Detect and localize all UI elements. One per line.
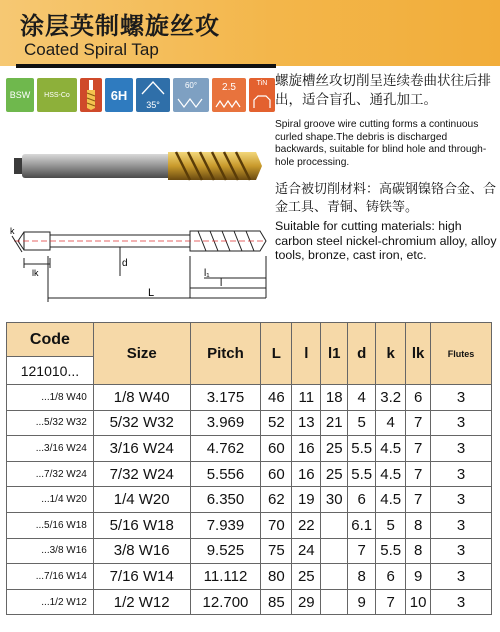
col-header-size: Size (93, 323, 190, 385)
table-row (7, 436, 492, 462)
header-underline (16, 64, 276, 68)
cell-lk: 7 (406, 436, 431, 462)
cell-d: 9 (348, 589, 376, 615)
chamfer-2-5-icon (212, 78, 246, 112)
cell-k: 4.5 (376, 487, 406, 513)
thread-angle-60-icon (173, 78, 209, 112)
table-row (7, 589, 492, 615)
spec-table (6, 322, 492, 615)
cell-lk: 7 (406, 410, 431, 436)
cell-flutes: 3 (431, 512, 492, 538)
dim-label-k: k (10, 226, 15, 236)
cell-code: ...1/2 W12 (7, 589, 94, 615)
cell-l1: 18 (321, 385, 348, 411)
cell-code: ...1/4 W20 (7, 487, 94, 513)
dim-label-d: d (122, 258, 128, 269)
cell-d: 5 (348, 410, 376, 436)
col-header-flutes: Flutes (431, 323, 492, 385)
cell-size: 3/8 W16 (93, 538, 190, 564)
cell-k: 7 (376, 589, 406, 615)
col-header-l1: l1 (321, 323, 348, 385)
table-row (7, 487, 492, 513)
cell-size: 5/32 W32 (93, 410, 190, 436)
cell-l1 (321, 589, 348, 615)
cell-code: ...5/32 W32 (7, 410, 94, 436)
cell-flutes: 3 (431, 589, 492, 615)
cell-flutes: 3 (431, 436, 492, 462)
cell-k: 4.5 (376, 461, 406, 487)
cell-flutes: 3 (431, 410, 492, 436)
description-en: Spiral groove wire cutting forms a continuous curled shape.The debris is discharged backwards, suitable for blind hole and through-hole processing. (275, 119, 487, 168)
tolerance-6h-badge: 6H (105, 78, 133, 112)
cell-d: 6.1 (348, 512, 376, 538)
tap-photo (14, 152, 262, 180)
cell-d: 8 (348, 564, 376, 590)
cell-flutes: 3 (431, 487, 492, 513)
col-header-code: Code (7, 323, 94, 357)
table-row (7, 385, 492, 411)
tap-drawing (8, 126, 270, 306)
table-row (7, 564, 492, 590)
header-banner (0, 0, 500, 66)
col-header-lk: lk (406, 323, 431, 385)
materials-cn: 适合被切削材料：高碳钢镍铬合金、合金工具、青铜、铸铁等。 (275, 182, 497, 215)
cell-lk: 8 (406, 512, 431, 538)
cell-l1 (321, 538, 348, 564)
hss-co-badge: HSS-Co (37, 78, 77, 112)
cell-l: 19 (292, 487, 321, 513)
cell-d: 6 (348, 487, 376, 513)
dim-label-l1: l₁ (204, 268, 210, 279)
cell-l: 60 (261, 461, 292, 487)
cell-flutes: 3 (431, 461, 492, 487)
table-row (7, 410, 492, 436)
cell-code: ...1/8 W40 (7, 385, 94, 411)
col-header-d: d (348, 323, 376, 385)
thread-angle-label: 60° (184, 81, 198, 90)
cell-lk: 8 (406, 538, 431, 564)
cell-l1: 25 (321, 461, 348, 487)
cell-l1: 30 (321, 487, 348, 513)
cell-k: 6 (376, 564, 406, 590)
cell-code: ...7/32 W24 (7, 461, 94, 487)
cell-l: 70 (261, 512, 292, 538)
dim-label-l: l (220, 278, 223, 289)
cell-pitch: 6.350 (190, 487, 261, 513)
cell-k: 5 (376, 512, 406, 538)
cell-l1 (321, 512, 348, 538)
cell-pitch: 3.969 (190, 410, 261, 436)
cell-flutes: 3 (431, 385, 492, 411)
cell-size: 1/2 W12 (93, 589, 190, 615)
dim-label-lk: lk (32, 268, 39, 278)
col-header-pitch: Pitch (190, 323, 261, 385)
cell-pitch: 11.112 (190, 564, 261, 590)
cell-l: 22 (292, 512, 321, 538)
col-header-l: l (292, 323, 321, 385)
cell-code: ...7/16 W14 (7, 564, 94, 590)
feature-badges (6, 78, 275, 112)
table-row (7, 461, 492, 487)
materials-en: Suitable for cutting materials: high carbon steel nickel-chromium alloy, alloy tools, bronze, cast iron, etc. (275, 219, 497, 262)
cell-flutes: 3 (431, 538, 492, 564)
helix-angle-label: 35° (146, 100, 160, 110)
cell-lk: 6 (406, 385, 431, 411)
cell-lk: 10 (406, 589, 431, 615)
col-header-code-prefix: 121010... (7, 357, 94, 385)
tin-coating-badge (249, 78, 275, 112)
page-subtitle: Coated Spiral Tap (24, 40, 159, 59)
cell-l: 24 (292, 538, 321, 564)
cell-l: 25 (292, 564, 321, 590)
page-title: 涂层英制螺旋丝攻 (20, 12, 220, 40)
cell-l: 52 (261, 410, 292, 436)
cell-flutes: 3 (431, 564, 492, 590)
cell-lk: 7 (406, 461, 431, 487)
cell-l: 46 (261, 385, 292, 411)
cell-size: 1/4 W20 (93, 487, 190, 513)
cell-pitch: 5.556 (190, 461, 261, 487)
dimension-drawing (12, 231, 266, 302)
cell-k: 4.5 (376, 436, 406, 462)
cell-l: 29 (292, 589, 321, 615)
col-header-L: L (261, 323, 292, 385)
cell-lk: 7 (406, 487, 431, 513)
dim-label-L: L (148, 287, 155, 299)
cell-l: 62 (261, 487, 292, 513)
bsw-badge: BSW (6, 78, 34, 112)
cell-pitch: 7.939 (190, 512, 261, 538)
chamfer-label: 2.5 (222, 82, 236, 93)
cell-l: 16 (292, 436, 321, 462)
spiral-tap-icon (80, 78, 102, 112)
helix-35-icon (136, 78, 170, 112)
cell-l1: 21 (321, 410, 348, 436)
cell-l: 16 (292, 461, 321, 487)
cell-lk: 9 (406, 564, 431, 590)
cell-size: 7/16 W14 (93, 564, 190, 590)
cell-size: 5/16 W18 (93, 512, 190, 538)
cell-l1 (321, 564, 348, 590)
cell-d: 5.5 (348, 461, 376, 487)
cell-d: 7 (348, 538, 376, 564)
cell-pitch: 3.175 (190, 385, 261, 411)
cell-d: 4 (348, 385, 376, 411)
cell-k: 3.2 (376, 385, 406, 411)
cell-size: 7/32 W24 (93, 461, 190, 487)
cell-k: 4 (376, 410, 406, 436)
cell-code: ...3/8 W16 (7, 538, 94, 564)
cell-l: 60 (261, 436, 292, 462)
cell-l: 13 (292, 410, 321, 436)
spec-table-body (7, 385, 492, 615)
cell-l: 85 (261, 589, 292, 615)
cell-l1: 25 (321, 436, 348, 462)
cell-code: ...5/16 W18 (7, 512, 94, 538)
cell-d: 5.5 (348, 436, 376, 462)
cell-l: 75 (261, 538, 292, 564)
cell-size: 3/16 W24 (93, 436, 190, 462)
description-cn: 螺旋槽丝攻切削呈连续卷曲状往后排出，适合盲孔、通孔加工。 (275, 73, 491, 108)
table-row (7, 538, 492, 564)
cell-pitch: 4.762 (190, 436, 261, 462)
cell-l: 80 (261, 564, 292, 590)
cell-pitch: 9.525 (190, 538, 261, 564)
coating-label: TiN (256, 80, 268, 87)
cell-pitch: 12.700 (190, 589, 261, 615)
col-header-k: k (376, 323, 406, 385)
cell-k: 5.5 (376, 538, 406, 564)
cell-l: 11 (292, 385, 321, 411)
cell-size: 1/8 W40 (93, 385, 190, 411)
cell-code: ...3/16 W24 (7, 436, 94, 462)
table-row (7, 512, 492, 538)
